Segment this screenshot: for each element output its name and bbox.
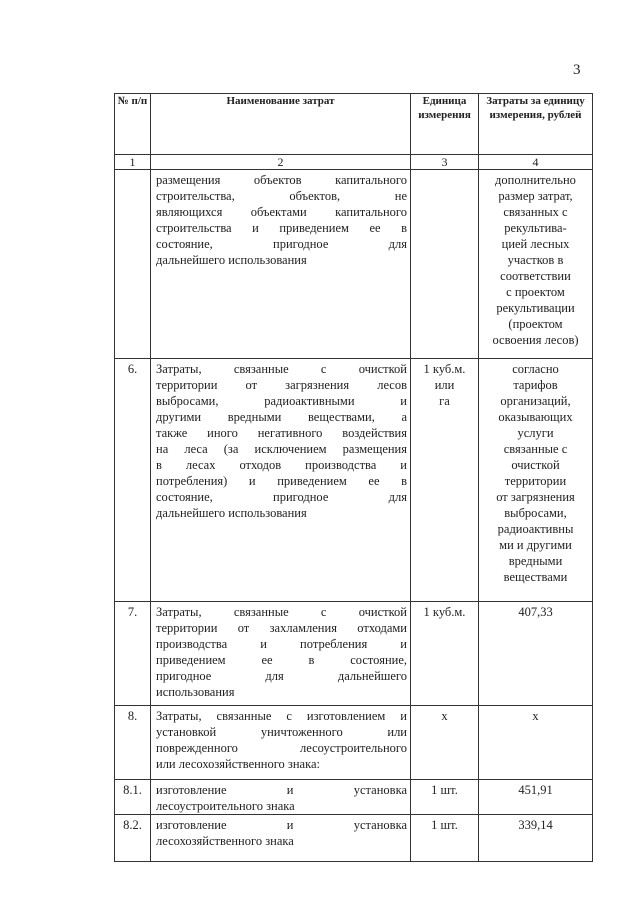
cost-value-line: территории bbox=[504, 474, 567, 488]
row-number: 7. bbox=[115, 602, 151, 706]
cost-value-line: тарифов bbox=[513, 378, 558, 392]
cost-name-line: также иного негативного воздействия bbox=[156, 426, 407, 440]
cost-name-line: Затраты, связанные с очисткой bbox=[156, 362, 407, 376]
cost-name-line: строительства, объектов, не bbox=[156, 189, 407, 203]
cost-name-line: другими вредными веществами, а bbox=[156, 410, 407, 424]
cost-name-line: использования bbox=[156, 685, 235, 699]
cost-name-line: Затраты, связанные с изготовлением и bbox=[156, 709, 407, 723]
cost-name-line: Затраты, связанные с очисткой bbox=[156, 605, 407, 619]
cost-name-cell bbox=[151, 815, 411, 862]
cost-name-line: или лесохозяйственного знака: bbox=[156, 757, 321, 771]
cost-value-line: участков в bbox=[507, 253, 564, 267]
cost-value-line: 339,14 bbox=[518, 818, 553, 832]
unit-cell bbox=[411, 780, 479, 815]
cost-value-line: оказывающих bbox=[498, 410, 573, 424]
cost-value-line: x bbox=[532, 709, 539, 723]
cost-name-line: территории от загрязнения лесов bbox=[156, 378, 407, 392]
unit-line: 1 куб.м. bbox=[423, 605, 466, 619]
table-header-row bbox=[115, 94, 593, 155]
cost-value-line: цией лесных bbox=[501, 237, 570, 251]
table-row bbox=[115, 602, 593, 706]
column-number: 1 bbox=[115, 155, 151, 170]
cost-value-line: освоения лесов) bbox=[492, 333, 579, 347]
cost-name-line: лесохозяйственного знака bbox=[156, 834, 294, 848]
cost-name-cell bbox=[151, 602, 411, 706]
cost-value-cell bbox=[479, 780, 593, 815]
cost-name-line: производства и потребления и bbox=[156, 637, 407, 651]
cost-value-line: радиоактивны bbox=[497, 522, 574, 536]
unit-cell bbox=[411, 706, 479, 780]
cost-value-cell bbox=[479, 170, 593, 359]
table-row bbox=[115, 170, 593, 359]
unit-line: га bbox=[439, 394, 450, 408]
cost-name-line: в лесах отходов производства и bbox=[156, 458, 407, 472]
cost-name-line: установкой уничтоженного или bbox=[156, 725, 407, 739]
cost-value-line: ми и другими bbox=[499, 538, 572, 552]
cost-value-line: очисткой bbox=[511, 458, 560, 472]
cost-name-line: являющихся объектами капитального bbox=[156, 205, 407, 219]
cost-value-line: рекультива- bbox=[504, 221, 567, 235]
cost-value-line: дополнительно bbox=[495, 173, 576, 187]
unit-line: 1 шт. bbox=[431, 783, 458, 797]
unit-cell bbox=[411, 359, 479, 602]
cost-name-line: потребления) и приведением ее в bbox=[156, 474, 407, 488]
table-row bbox=[115, 780, 593, 815]
header-cost-per-unit: Затраты за единицу измерения, рублей bbox=[479, 94, 593, 155]
cost-value-cell bbox=[479, 706, 593, 780]
cost-name-line: на леса (за исключением размещения bbox=[156, 442, 407, 456]
cost-value-line: согласно bbox=[512, 362, 559, 376]
cost-value-cell bbox=[479, 815, 593, 862]
header-number: № п/п bbox=[115, 94, 151, 155]
cost-value-line: организаций, bbox=[500, 394, 571, 408]
cost-value-line: соответствии bbox=[500, 269, 571, 283]
row-number bbox=[115, 170, 151, 359]
header-cost-name: Наименование затрат bbox=[151, 94, 411, 155]
cost-value-line: вредными bbox=[508, 554, 563, 568]
cost-name-line: состояние, пригодное для bbox=[156, 237, 407, 251]
cost-value-line: рекультивации bbox=[496, 301, 575, 315]
cost-name-cell bbox=[151, 170, 411, 359]
cost-value-line: 407,33 bbox=[518, 605, 553, 619]
cost-name-line: состояние, пригодное для bbox=[156, 490, 407, 504]
unit-line: 1 шт. bbox=[431, 818, 458, 832]
row-number: 8.2. bbox=[115, 815, 151, 862]
table-row bbox=[115, 706, 593, 780]
cost-name-cell bbox=[151, 780, 411, 815]
cost-name-line: изготовление и установка bbox=[156, 783, 407, 797]
unit-cell bbox=[411, 815, 479, 862]
column-number: 3 bbox=[411, 155, 479, 170]
cost-name-cell bbox=[151, 706, 411, 780]
cost-value-line: от загрязнения bbox=[496, 490, 575, 504]
page-number: 3 bbox=[573, 62, 581, 78]
cost-name-line: пригодное для дальнейшего bbox=[156, 669, 407, 683]
cost-value-cell bbox=[479, 602, 593, 706]
unit-cell bbox=[411, 170, 479, 359]
row-number: 6. bbox=[115, 359, 151, 602]
cost-name-line: территории от захламления отходами bbox=[156, 621, 407, 635]
cost-value-cell bbox=[479, 359, 593, 602]
cost-value-line: связанные с bbox=[503, 442, 568, 456]
header-unit: Единица измерения bbox=[411, 94, 479, 155]
cost-value-line: (проектом bbox=[508, 317, 563, 331]
row-number: 8. bbox=[115, 706, 151, 780]
costs-table bbox=[114, 93, 593, 862]
cost-value-line: услуги bbox=[517, 426, 554, 440]
cost-name-cell bbox=[151, 359, 411, 602]
cost-name-line: лесоустроительного знака bbox=[156, 799, 295, 813]
cost-value-line: веществами bbox=[503, 570, 568, 584]
column-number-row bbox=[115, 155, 593, 170]
unit-line: x bbox=[441, 709, 448, 723]
cost-name-line: строительства и приведением ее в bbox=[156, 221, 407, 235]
cost-name-line: поврежденного лесоустроительного bbox=[156, 741, 407, 755]
table-row bbox=[115, 359, 593, 602]
unit-line: 1 куб.м. bbox=[423, 362, 466, 376]
cost-value-line: размер затрат, bbox=[498, 189, 573, 203]
table-row bbox=[115, 815, 593, 862]
cost-value-line: с проектом bbox=[506, 285, 565, 299]
column-number: 4 bbox=[479, 155, 593, 170]
cost-value-line: связанных с bbox=[503, 205, 568, 219]
cost-name-line: выбросами, радиоактивными и bbox=[156, 394, 407, 408]
cost-name-line: размещения объектов капитального bbox=[156, 173, 407, 187]
row-number: 8.1. bbox=[115, 780, 151, 815]
cost-name-line: дальнейшего использования bbox=[156, 506, 307, 520]
unit-cell bbox=[411, 602, 479, 706]
cost-name-line: дальнейшего использования bbox=[156, 253, 307, 267]
cost-value-line: 451,91 bbox=[518, 783, 553, 797]
unit-line: или bbox=[434, 378, 455, 392]
cost-name-line: приведением ее в состояние, bbox=[156, 653, 407, 667]
cost-name-line: изготовление и установка bbox=[156, 818, 407, 832]
cost-value-line: выбросами, bbox=[504, 506, 567, 520]
column-number: 2 bbox=[151, 155, 411, 170]
